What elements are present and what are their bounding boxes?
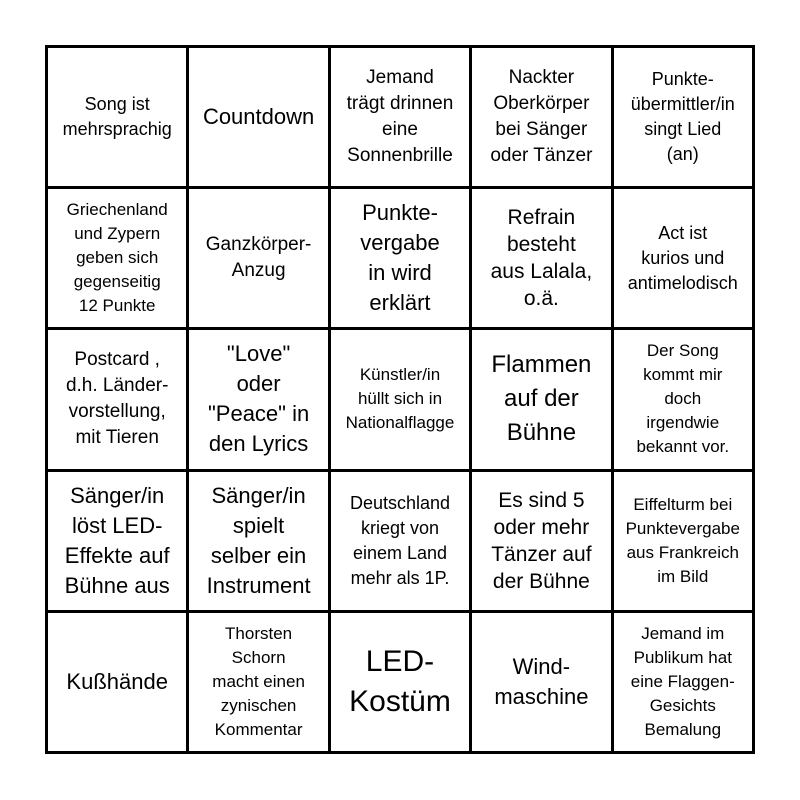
bingo-cell-text: Punkte- vergabe in wird erklärt [360, 200, 440, 316]
bingo-cell-text: Countdown [202, 104, 315, 130]
bingo-cell-4-3[interactable] [331, 472, 469, 610]
bingo-cell-text: "Love" oder "Peace" in den Lyrics [207, 341, 310, 457]
bingo-cell-1-5[interactable] [614, 48, 752, 186]
bingo-cell-3-5[interactable] [614, 330, 752, 468]
bingo-cell-5-1[interactable] [48, 613, 186, 751]
bingo-cell-1-2[interactable] [189, 48, 327, 186]
bingo-cell-4-2[interactable] [189, 472, 327, 610]
bingo-cell-4-4[interactable] [472, 472, 610, 610]
bingo-cell-1-4[interactable] [472, 48, 610, 186]
bingo-cell-text: Wind- maschine [494, 653, 589, 709]
bingo-cell-text: Künstler/in hüllt sich in Nationalflagge [345, 365, 455, 433]
bingo-cell-text: Jemand trägt drinnen eine Sonnenbrille [346, 67, 454, 167]
bingo-cell-4-1[interactable] [48, 472, 186, 610]
bingo-cell-text: Thorsten Schorn macht einen zynischen Kommentar [212, 623, 305, 739]
bingo-cell-text: Kußhände [66, 668, 168, 694]
bingo-cell-text: Nackter Oberkörper bei Sänger oder Tänzer [490, 67, 593, 167]
bingo-cell-1-1[interactable] [48, 48, 186, 186]
bingo-cell-text: Act ist kurios und antimelodisch [627, 222, 738, 293]
bingo-cell-5-4[interactable] [472, 613, 610, 751]
bingo-cell-text: Es sind 5 oder mehr Tänzer auf der Bühne [491, 488, 592, 593]
bingo-cell-5-5[interactable] [614, 613, 752, 751]
bingo-cell-2-3[interactable] [331, 189, 469, 327]
bingo-cell-4-5[interactable] [614, 472, 752, 610]
bingo-cell-text: Ganzkörper- Anzug [205, 234, 312, 282]
bingo-cell-2-2[interactable] [189, 189, 327, 327]
bingo-cell-3-3[interactable] [331, 330, 469, 468]
bingo-cell-text: Refrain besteht aus Lalala, o.ä. [490, 206, 593, 311]
bingo-cell-text: Flammen auf der Bühne [491, 351, 592, 447]
bingo-cell-text: Der Song kommt mir doch irgendwie bekannt vor. [636, 341, 730, 457]
bingo-cell-5-2[interactable] [189, 613, 327, 751]
bingo-cell-text: Song ist mehrsprachig [62, 94, 172, 140]
bingo-cell-text: Jemand im Publikum hat eine Flaggen- Gesichts Bemalung [630, 623, 735, 739]
bingo-cell-text: Sänger/in spielt selber ein Instrument [206, 482, 311, 598]
bingo-cell-text: Griechenland und Zypern geben sich gegenseitig 12 Punkte [66, 200, 168, 316]
bingo-card [45, 45, 755, 754]
bingo-cell-2-4[interactable] [472, 189, 610, 327]
bingo-cell-text: Punkte- übermittler/in singt Lied (an) [630, 69, 735, 165]
bingo-cell-3-1[interactable] [48, 330, 186, 468]
bingo-cell-1-3[interactable] [331, 48, 469, 186]
bingo-cell-5-3[interactable] [331, 613, 469, 751]
bingo-cell-2-1[interactable] [48, 189, 186, 327]
bingo-cell-text: Sänger/in löst LED- Effekte auf Bühne aus [64, 482, 170, 598]
bingo-cell-text: Postcard , d.h. Länder- vorstellung, mit Tieren [65, 349, 169, 449]
bingo-cell-3-2[interactable] [189, 330, 327, 468]
bingo-cell-3-4[interactable] [472, 330, 610, 468]
bingo-cell-text: LED- Kostüm [349, 644, 451, 718]
bingo-cell-text: Deutschland kriegt von einem Land mehr als 1P. [349, 492, 451, 588]
bingo-cell-text: Eiffelturm bei Punktevergabe aus Frankreich im Bild [625, 494, 740, 586]
bingo-cell-2-5[interactable] [614, 189, 752, 327]
